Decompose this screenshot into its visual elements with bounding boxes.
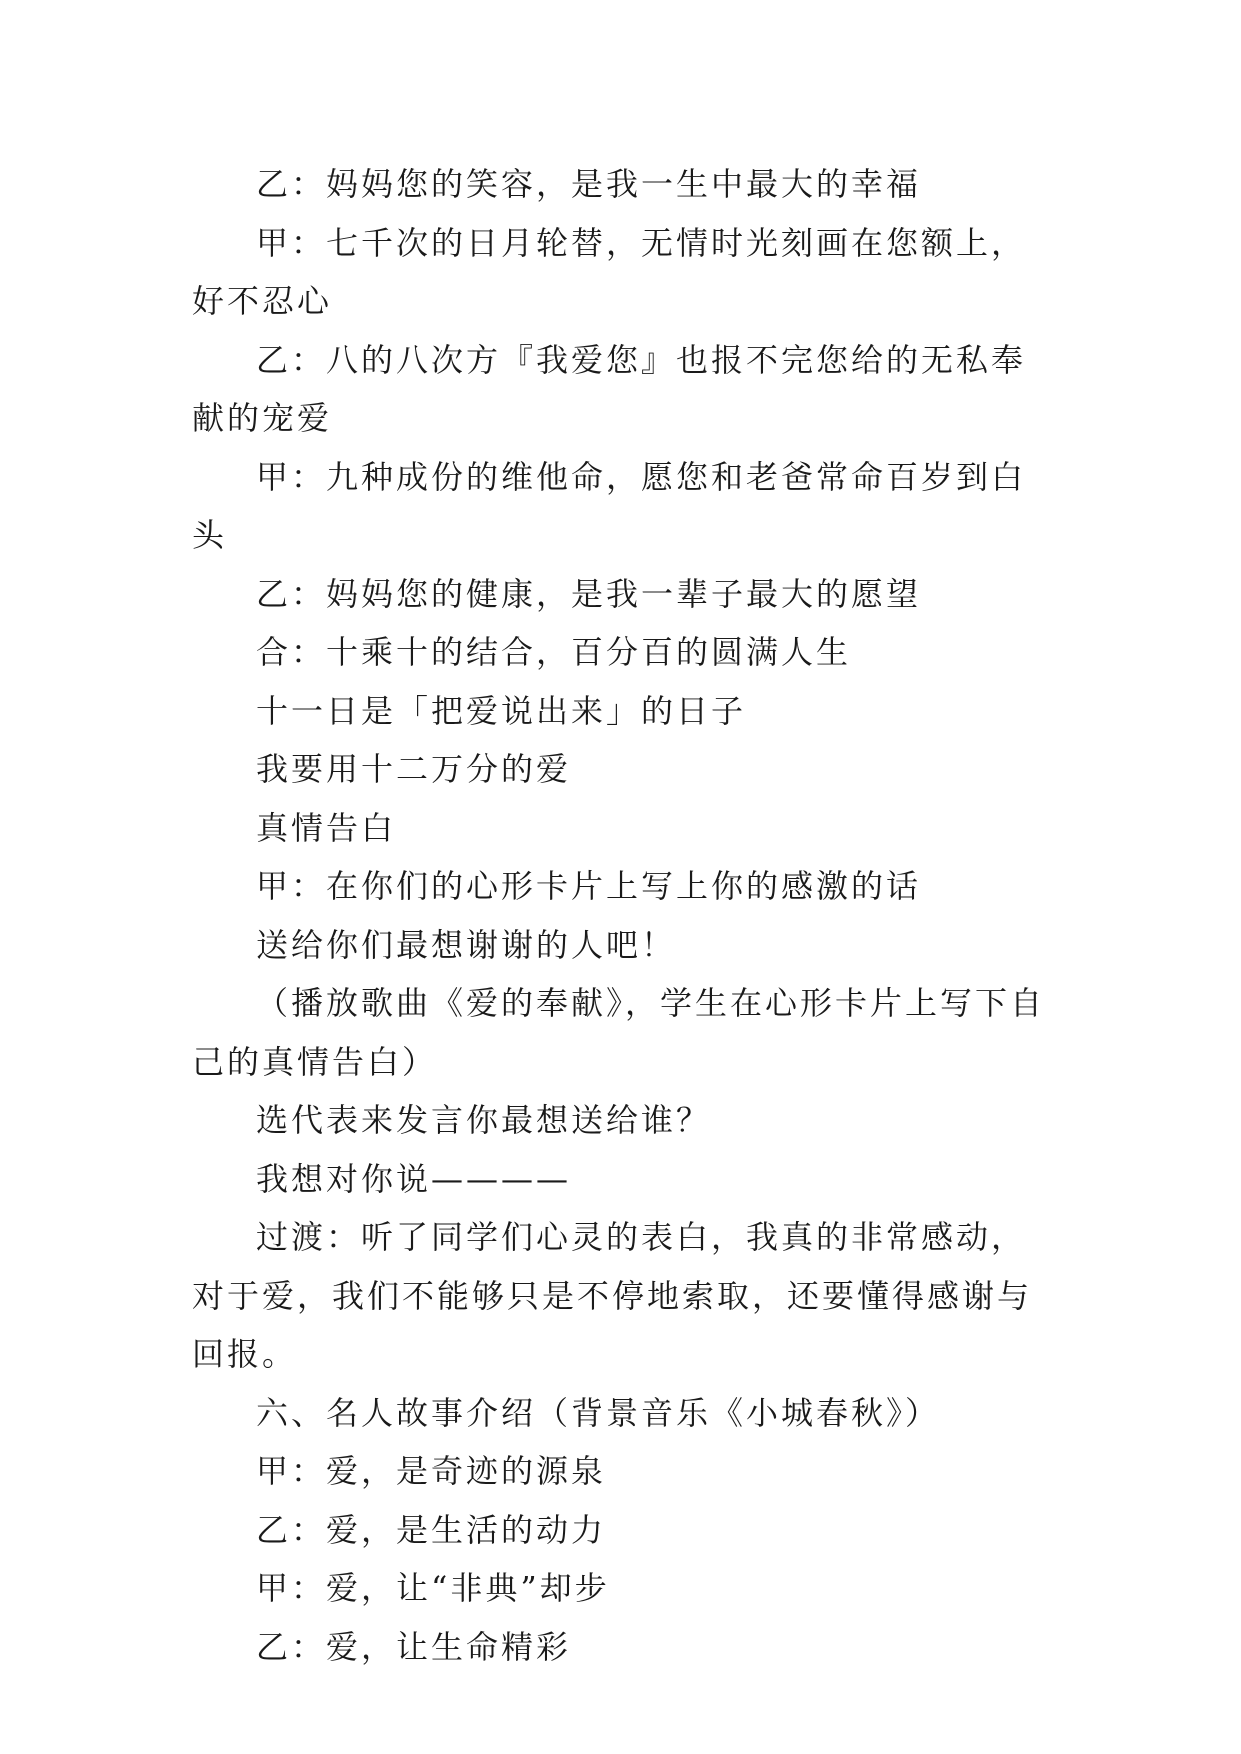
paragraph-16: 六、名人故事介绍（背景音乐《小城春秋》） xyxy=(256,1393,941,1432)
paragraph-20: 乙：爱，让生命精彩 xyxy=(256,1627,572,1666)
paragraph-8: 我要用十二万分的爱 xyxy=(256,750,572,788)
paragraph-14: 我想对你说———— xyxy=(256,1159,572,1198)
paragraph-15: 过渡：听了同学们心灵的表白，我真的非常感动，对于爱，我们不能够只是不停地索取，还要懂得感谢与回报。 xyxy=(192,1218,1033,1373)
paragraph-7: 十一日是「把爱说出来」的日子 xyxy=(256,691,747,730)
paragraph-12: （播放歌曲《爱的奉献》，学生在心形卡片上写下自己的真情告白） xyxy=(192,984,1046,1081)
paragraph-19: 甲：爱，让“非典”却步 xyxy=(256,1569,610,1607)
paragraph-11: 送给你们最想谢谢的人吧！ xyxy=(256,925,677,964)
paragraph-2: 甲：七千次的日月轮替，无情时光刻画在您额上，好不忍心 xyxy=(192,223,1027,320)
paragraph-9: 真情告白 xyxy=(256,808,397,847)
paragraph-5: 乙：妈妈您的健康，是我一辈子最大的愿望 xyxy=(256,574,922,613)
paragraph-13: 选代表来发言你最想送给谁？ xyxy=(256,1101,712,1139)
paragraph-17: 甲：爱，是奇迹的源泉 xyxy=(256,1452,607,1490)
paragraph-10: 甲：在你们的心形卡片上写上你的感激的话 xyxy=(256,867,922,905)
paragraph-3: 乙：八的八次方『我爱您』也报不完您给的无私奉献的宠爱 xyxy=(192,340,1027,437)
document-body xyxy=(192,155,1052,1676)
paragraph-6: 合：十乘十的结合，百分百的圆满人生 xyxy=(256,633,852,671)
paragraph-4: 甲：九种成份的维他命，愿您和老爸常命百岁到白头 xyxy=(192,457,1027,554)
paragraph-18: 乙：爱，是生活的动力 xyxy=(256,1510,607,1549)
paragraph-1: 乙：妈妈您的笑容，是我一生中最大的幸福 xyxy=(256,165,922,203)
